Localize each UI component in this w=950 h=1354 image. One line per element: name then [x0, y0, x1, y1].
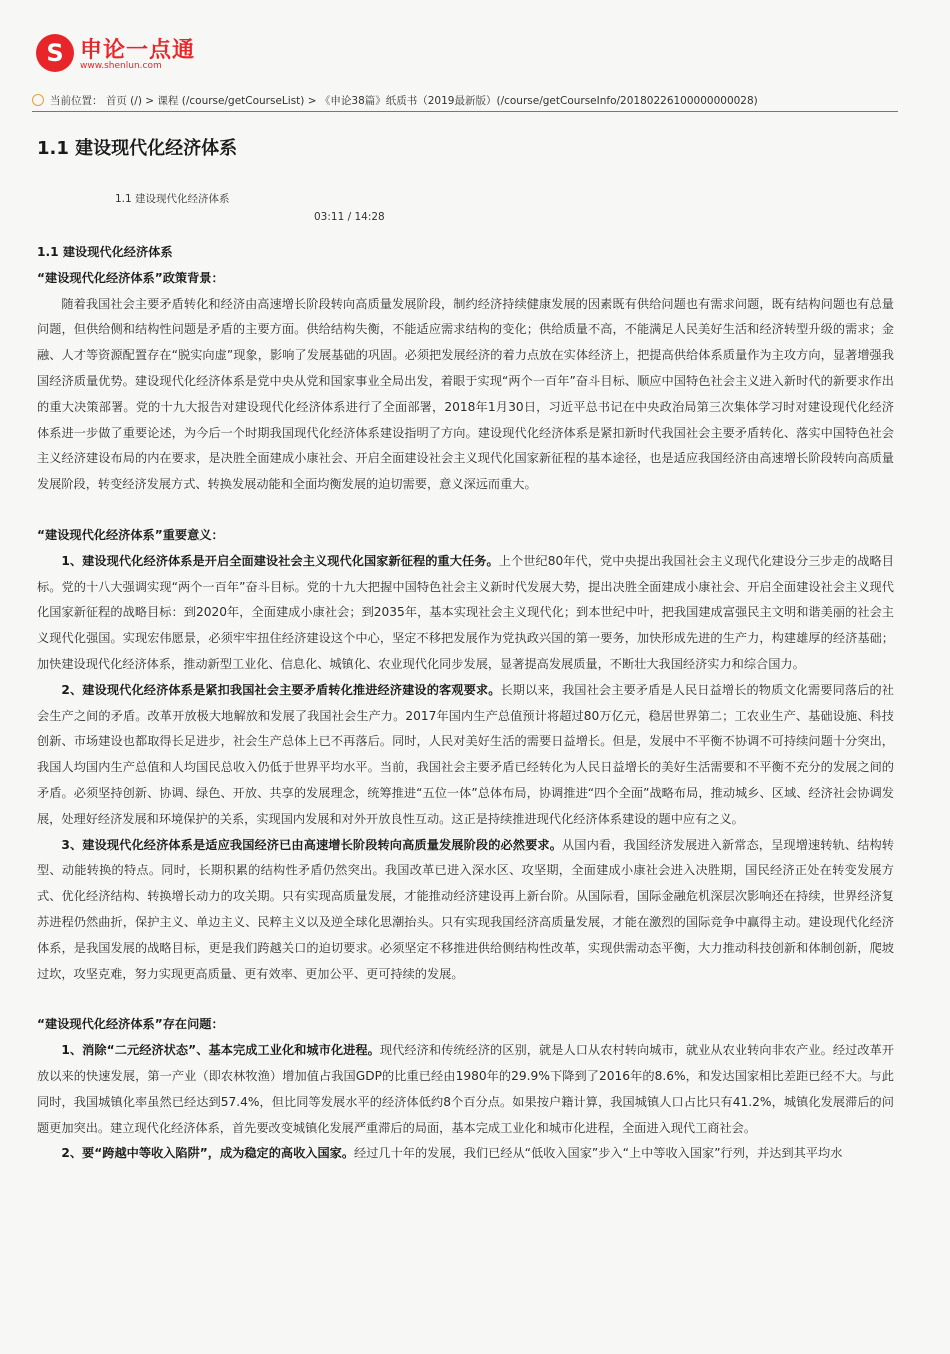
video-title: 1.1 建设现代化经济体系	[115, 193, 230, 205]
breadcrumb-courses[interactable]: 课程 (/course/getCourseList)	[157, 95, 305, 107]
significance-item-1-lead: 1、建设现代化经济体系是开启全面建设社会主义现代化国家新征程的重大任务。	[61, 553, 499, 568]
background-heading: “建设现代化经济体系”政策背景：	[37, 270, 224, 285]
problems-item-2	[37, 1141, 894, 1167]
brand-url: www.shenlun.com	[80, 61, 162, 71]
article-body	[37, 240, 894, 1167]
significance-item-3-lead: 3、建设现代化经济体系是适应我国经济已由高速增长阶段转向高质量发展阶段的必然要求。	[61, 837, 562, 852]
problems-item-2-text: 经过几十年的发展，我们已经从“低收入国家”步入“上中等收入国家”行列，并达到其平均水	[354, 1146, 843, 1161]
breadcrumb	[32, 93, 898, 112]
brand-logo-icon: S	[36, 34, 74, 72]
significance-item-2-text: 长期以来，我国社会主要矛盾是人民日益增长的物质文化需要同落后的社会生产之间的矛盾。改革开放极大地解放和发展了我国社会生产力。2017年国内生产总值预计将超过80万亿元，稳居世界第二；工农业生产、基础设施、科技创新、市场建设也都取得长足进步，社会生产总体上已不再落后。同时，人民对美好生活的需要日益增长。但是，发展中不平衡不协调不可持续问题十分突出，我国人均国内生产总值和人均国民总收入仍低于世界平均水平。当前，我国社会主要矛盾已经转化为人民日益增长的美好生活需要和不平衡不充分的发展之间的矛盾。必须坚持创新、协调、绿色、开放、共享的发展理念，统筹推进“五位一体”总体布局，协调推进“四个全面”战略布局，推动城乡、区域、经济社会协调发展，处理好经济发展和环境保护的关系，实现国内发展和对外开放良性互动。这正是持续推进现代化经济体系建设的题中应有之义。	[37, 682, 894, 826]
breadcrumb-course-info[interactable]: 《申论38篇》纸质书（2019最新版）(/course/getCourseInfo/20180226100000000028)	[319, 95, 758, 107]
article-heading: 1.1 建设现代化经济体系	[37, 245, 173, 259]
brand-logo[interactable]	[36, 34, 206, 72]
significance-heading: “建设现代化经济体系”重要意义：	[37, 527, 224, 542]
significance-item-3-text: 从国内看，我国经济发展进入新常态，呈现增速转轨、结构转型、动能转换的特点。同时，长期积累的结构性矛盾仍然突出。我国改革已进入深水区、攻坚期，全面建成小康社会进入决胜期，国民经济正处在转变发展方式、优化经济结构、转换增长动力的攻关期。只有实现高质量发展，才能推动经济建设再上新台阶。从国际看，国际金融危机深层次影响还在持续，世界经济复苏进程仍然曲折，保护主义、单边主义、民粹主义以及逆全球化思潮抬头。只有实现我国经济高质量发展，才能在激烈的国际竞争中赢得主动。建设现代化经济体系，是我国发展的战略目标，更是我们跨越关口的迫切要求。必须坚定不移推进供给侧结构性改革，实现供需动态平衡，大力推动科技创新和体制创新，爬坡过坎，攻坚克难，努力实现更高质量、更有效率、更加公平、更可持续的发展。	[37, 837, 894, 981]
problems-item-1	[37, 1038, 894, 1141]
significance-item-3	[37, 833, 894, 988]
breadcrumb-label: 当前位置：	[50, 95, 103, 107]
video-time: 03:11 / 14:28	[314, 211, 385, 223]
significance-item-1-text: 上个世纪80年代，党中央提出我国社会主义现代化建设分三步走的战略目标。党的十八大强调实现“两个一百年”奋斗目标。党的十九大把握中国特色社会主义新时代发展大势，提出决胜全面建成小康社会、开启全面建设社会主义现代化国家新征程的战略目标：到2020年，全面建成小康社会；到2035年，基本实现社会主义现代化；到本世纪中叶，把我国建成富强民主文明和谐美丽的社会主义现代化强国。实现宏伟愿景，必须牢牢扭住经济建设这个中心，坚定不移把发展作为党执政兴国的第一要务，加快形成先进的生产力，构建雄厚的经济基础；加快建设现代化经济体系，推动新型工业化、信息化、城镇化、农业现代化同步发展，显著提高发展质量，不断壮大我国经济实力和综合国力。	[37, 553, 894, 671]
significance-item-2-lead: 2、建设现代化经济体系是紧扣我国社会主要矛盾转化推进经济建设的客观要求。	[61, 682, 501, 697]
problems-item-1-text: 现代经济和传统经济的区别，就是人口从农村转向城市，就业从农业转向非农产业。经过改革开放以来的快速发展，第一产业（即农林牧渔）增加值占我国GDP的比重已经由1980年的29.9%下降到了2016年的8.6%，和发达国家相比差距已经不大。与此同时，我国城镇化率虽然已经达到57.4%，但比同等发展水平的经济体低约8个百分点。如果按户籍计算，我国城镇人口占比只有41.2%，城镇化发展滞后的问题更加突出。建立现代化经济体系，首先要改变城镇化发展严重滞后的局面，基本完成工业化和城市化进程，全面进入现代工商社会。	[37, 1043, 895, 1135]
significance-item-1	[37, 549, 894, 678]
significance-item-2	[37, 678, 894, 833]
breadcrumb-separator: >	[145, 95, 155, 107]
breadcrumb-separator: >	[307, 95, 317, 107]
background-paragraph: 随着我国社会主要矛盾转化和经济由高速增长阶段转向高质量发展阶段，制约经济持续健康发展的因素既有供给问题也有需求问题，既有结构问题也有总量问题，但供给侧和结构性问题是矛盾的主要方面。供给结构失衡，不能适应需求结构的变化；供给质量不高，不能满足人民美好生活和经济转型升级的需求；金融、人才等资源配置存在“脱实向虚”现象，影响了发展基础的巩固。必须把发展经济的着力点放在实体经济上，把提高供给体系质量作为主攻方向，显著增强我国经济质量优势。建设现代化经济体系是党中央从党和国家事业全局出发，着眼于实现“两个一百年”奋斗目标、顺应中国特色社会主义进入新时代的新要求作出的重大决策部署。党的十九大报告对建设现代化经济体系进行了全面部署，2018年1月30日，习近平总书记在中央政治局第三次集体学习时对建设现代化经济体系进一步做了重要论述，为今后一个时期我国现代化经济体系建设指明了方向。建设现代化经济体系是紧扣新时代我国社会主要矛盾转化、落实中国特色社会主义经济建设布局的内在要求，是决胜全面建成小康社会、开启全面建设社会主义现代化国家新征程的基本途径，也是适应我国经济由高速增长阶段转向高质量发展阶段，转变经济发展方式、转换发展动能和全面均衡发展的迫切需要，意义深远而重大。	[37, 296, 894, 492]
brand-name: 申论一点通	[80, 38, 196, 63]
location-icon	[32, 94, 44, 106]
problems-item-1-lead: 1、消除“二元经济状态”、基本完成工业化和城市化进程。	[61, 1043, 380, 1058]
problems-item-2-lead: 2、要“跨越中等收入陷阱”，成为稳定的高收入国家。	[61, 1146, 355, 1161]
breadcrumb-home[interactable]: 首页 (/)	[105, 95, 142, 107]
problems-heading: “建设现代化经济体系”存在问题：	[37, 1017, 224, 1032]
page-title: 1.1 建设现代化经济体系	[37, 138, 238, 159]
